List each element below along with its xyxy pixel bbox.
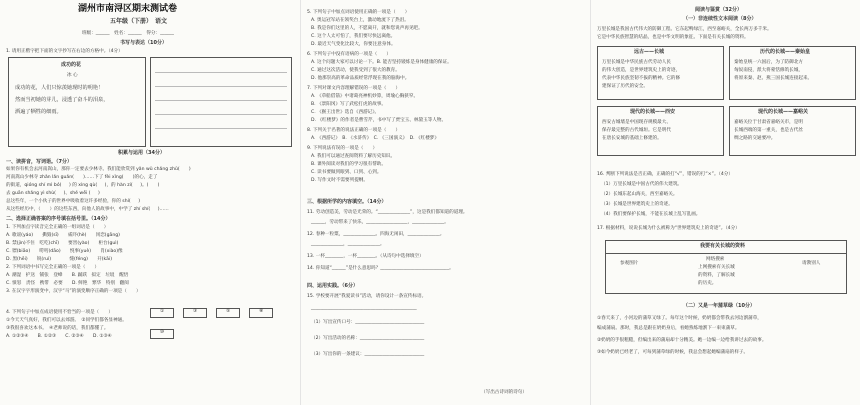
glyph-option: ⑤ (216, 308, 240, 318)
section-reading: 阅读与鉴赏（32分） (695, 7, 742, 13)
material-line: 嘉峪关位于甘肃省嘉峪关市，是明 (734, 120, 803, 125)
writing-answer-lines[interactable] (150, 57, 292, 147)
material-line: 代表中华民族坚韧不拔的精神。它的修 (602, 76, 681, 81)
poem-title: 成功的花 (61, 62, 82, 68)
q2-line: A. 潮湿 护送 铺张 登峰 B. 踊跃 拟定 垃圾 醒悟 (6, 273, 129, 278)
practice-line[interactable]: ______________________________________________ (311, 306, 417, 311)
q6-line: 6. 下列句子中没有语病的一项是（ ） (307, 52, 391, 57)
q16-line: （2）长城东起山海关，西至嘉峪关。 (601, 192, 678, 197)
table-note: 的资料，了解长城 (698, 273, 735, 278)
material-title: 历代的长城——秦始皇 (760, 49, 811, 55)
exam-page-2 (300, 0, 591, 405)
q7-line: D. 《红楼梦》的作者是曹雪芹，书中写了贾宝玉、林黛玉等人物。 (311, 118, 447, 123)
q16-line: （4）我们要保护长城，不能在长城上乱写乱画。 (601, 212, 701, 217)
question-2-heading: 二、选择正确答案的序号填在括号里。（14分） (6, 216, 111, 222)
poem-line: 然而当初她的芽儿，浸透了奋斗的泪泉， (15, 97, 109, 103)
fill-line: 14. 你知道“______”是什么意思吗？______________________________。 (307, 266, 454, 271)
student-info-fields: 班级：______ 姓名：______ 得分：______ (82, 31, 174, 36)
reading-part-1: （一）非连续性文本阅读（8分） (683, 16, 757, 22)
material-line: 秦始皇统一六国后，为了防御北方 (734, 60, 803, 65)
material-title: 现代的长城——嘉峪关 (758, 109, 809, 115)
intro-line: 它是中华民族智慧的结晶，也是中华文明的象征。下面是有关长城的资料。 (597, 35, 749, 40)
passage-line: ②奶奶的手很粗糙，但编出来的蒲扇却十分精美。她一边编一边给我讲过去的故事。 (597, 338, 767, 343)
q2-line: ③我很喜欢这本书。 ④老师说的话，我们都懂了。 (6, 326, 109, 331)
material-box-2 (729, 46, 856, 100)
q16-line: （3）长城是世界建筑史上的奇迹。 (601, 202, 673, 207)
answer-hint: （写出古诗词的诗句） (481, 390, 527, 395)
exam-title: 湖州市南浔区期末测试卷 (78, 4, 178, 14)
q5-line: D. 最近天气变化比较大，你要注意身体。 (311, 42, 396, 47)
q2-line: 1. 下列加点字读音完全正确的一组词语是（ ） (6, 225, 109, 230)
material-box-4 (729, 106, 856, 156)
material-line: 将原来秦、赵、燕三国长城连接起来。 (734, 76, 813, 81)
poem-line: 洒遍了牺牲的细雨。 (15, 109, 62, 115)
practice-line: （3）写出你的一条建议：__________________________ (311, 352, 425, 357)
q9-line: C. 读书要做到眼到、口到、心到。 (311, 170, 382, 175)
material-line: 保存最完整的古代城垣。它是明代 (602, 128, 671, 133)
material-box-1 (597, 46, 724, 100)
q1-line: 的街道，qióng shí mì bó( ) 的 xìng qù( )，的 hàn zi( )。( ) (6, 183, 160, 188)
q9-line: B. 课外阅读对我们的学习很有帮助。 (311, 162, 386, 167)
material-line: 绸之路的交通要冲。 (734, 136, 776, 141)
section-basic: 积累与运用（34分） (118, 150, 165, 156)
q8-line: 8. 下列关于名著的说法正确的一项是（ ） (307, 128, 401, 133)
table-cell: 请教别人 (802, 261, 821, 266)
practice-line: （1）写出宣传口号：______________________________ (311, 320, 425, 325)
q2-line: A. 歌谣(yáo) 撕毁(sī) 威吓(hè) 冈恋(gāng) (6, 233, 120, 238)
q2-line: C. 镖(biāo) 唠叨(dāo) 悦事(yuè) 肖(xiào)像 (6, 249, 123, 254)
table-title: 我要有关长城的资料 (700, 243, 746, 249)
q1-line: 去 guān shǎng yì shù( )、shé wěi ( ) (6, 191, 100, 196)
reading-part-2: （二）又是一年蒲草绿（10分） (683, 303, 755, 309)
section-writing: 书写与表达（10分） (120, 40, 167, 46)
q2-line: C. 愤怒 责怪 携带 必要 D. 鲜艳 繁华 特别 翻阅 (6, 281, 129, 286)
q2-line: A. ①②③④ B. ①②③ C. ②③④ D. ①③④ (6, 334, 112, 339)
q5-line: B. 我是你们这里的人，不愿离开，就和您说声再见吧。 (311, 26, 423, 31)
q9-line: A. 我们可以通过查阅资料了解历史知识。 (311, 154, 396, 159)
q2-line: 2. 下列词语中书写完全正确的一项是（ ） (6, 265, 100, 270)
material-box-3 (597, 106, 724, 156)
table-note: 的历史。 (698, 281, 717, 286)
section-practice: 四、运用实践。（6分） (307, 283, 358, 289)
material-title: 现代的长城——西安 (630, 109, 676, 115)
exam-page-1 (0, 0, 300, 405)
q17-line: 17. 根据材料，说说长城为什么被称为“世界建筑史上的奇迹”。（4分） (597, 226, 740, 231)
material-line: 万里长城是中华民族古代劳动人民 (602, 60, 671, 65)
material-line: 长城西端的第一重关，也是古代丝 (734, 128, 803, 133)
q2-line: D. 黑(hēi) 锐(ruì) 缝(féng) 开(kāi) (6, 257, 113, 262)
material-line: 西安古城墙是中国现存规模最大、 (602, 120, 671, 125)
material-line: 建保证了历代的安全。 (602, 84, 648, 89)
exam-subtitle: 五年级（下册） 语文 (110, 18, 168, 25)
question-1-heading: 一、读拼音，写词语。（7分） (6, 159, 72, 165)
q6-line: C. 通过这次活动，使我受到了很大的教育。 (311, 68, 400, 73)
q2-line: ①今天天气真好，我们可以去郊游。 ②同学们都各显神通。 (6, 318, 127, 323)
poem-line: 成功的花，人们只惊羡她现时的明艳！ (15, 85, 104, 91)
passage-line: ①春天来了，小河边的蒲草又绿了。每年这个时候，奶奶都会带我去河边割蒲草， (597, 316, 762, 321)
q7-line: 7. 下列对课文内容理解错误的一项是（ ） (307, 86, 401, 91)
q2-line: 4. 下列句子中加点成语使用不恰当的一项是（ ） (6, 310, 113, 315)
writing-instruction: 1. 请用正楷字把下面的文字抄写在右边的方格中。（4分） (6, 49, 123, 54)
section-fill: 三、根据所学的内容填空。（14分） (307, 199, 387, 205)
fill-line: ______，劳动带来了快乐，__________________，______________。 (311, 220, 449, 225)
q1-line: 从这些经历中，（ ）的这些东西，向他人的故事中，中学了 zhí shí( )…… (6, 207, 169, 212)
q8-line: A. 《西游记》 B. 《水浒传》 C. 《三国演义》 D. 《红楼梦》 (311, 136, 439, 141)
table-cell: 网络搜索 (706, 257, 725, 262)
exam-page-3 (590, 0, 860, 405)
q2-line: 3. 在汉字字形演变中，汉字“马”的演变顺序正确的一项是（ ） (6, 289, 141, 294)
q5-line: 5. 下列句子中加点词语使用正确的一项是（ ） (307, 10, 410, 15)
q9-line: D. 写作文时不需要列提纲。 (311, 178, 368, 183)
q9-line: 9. 下列说法有误的一项是（ ） (307, 146, 378, 151)
q1-line: 河南嵩山少林寺 zhǎn lǎn guǎn( )……下了 fèi xǐng( )的心，走了 (6, 175, 158, 180)
intro-line: 万里长城是我国古代伟大的防御工程。它东起鸭绿江，西至嘉峪关，全长两万多千米。 (597, 27, 772, 32)
q5-line: C. 这个人太可怕了，我们要尽快远离他。 (311, 34, 396, 39)
fill-line: ______________，______________。 (311, 242, 385, 247)
research-table (605, 240, 847, 294)
fill-line: 11. 劳动创造美，劳动是光荣的。“______________”，这是我们都知道的道理。 (307, 210, 468, 215)
q7-line: B. 《景阳冈》写了武松打虎的故事。 (311, 102, 386, 107)
q16-line: （1）万里长城是中国古代的伟大建筑。 (601, 182, 683, 187)
q6-line: D. 他那崇高的革命品质经常浮现在我的脑海中。 (311, 76, 410, 81)
q7-line: A. 《草船借箭》中诸葛亮神机妙算，周瑜心胸狭窄。 (311, 94, 419, 99)
glyph-options (150, 297, 300, 339)
practice-line: （2）写出活动的名称：____________________________ (311, 336, 425, 341)
material-title: 远古——长城 (634, 49, 665, 55)
table-note: 上网搜索有关长城 (698, 265, 735, 270)
q2-line: B. 禁(jìn)不住 吃吃(chī) 要害(yào) 柜台(guì) (6, 241, 119, 246)
poem-author: 冰 心 (67, 73, 78, 78)
q6-line: A. 这个问题大家可以讨论一下。B. 能否坚持锻炼是身体健康的保证。 (311, 60, 452, 65)
q5-line: A. 奥运冠军站在领奖台上，激动地流下了热泪。 (311, 18, 409, 23)
writing-source-box (8, 57, 146, 147)
practice-line: 15. 学校要开展“我爱读书”活动，请你设计一条宣传标语。 (307, 294, 427, 299)
material-line: 的伟大创造，是世界建筑史上的奇迹， (602, 68, 681, 73)
q1-line: 总这些年，一个小伙子的世界中吸收着这许多经验，你的 shí( ) (6, 199, 140, 204)
q1-line: 如果你有机会去河南嵩山，那你一定要去少林寺。我们能欣赏到 yǎn wǔ chǎng zhǔ( ) (6, 167, 191, 172)
table-cell: 参观图片 (620, 261, 639, 266)
glyph-option: ⑧ (249, 308, 273, 318)
q7-line: C. 《猴王出世》选自《西游记》。 (311, 110, 380, 115)
material-line: 在唐长安城的基础上修建的。 (602, 136, 662, 141)
q16-line: 16. 判断下列说法是否正确，正确的打“√”，错误的打“×”。（4分） (597, 172, 733, 177)
glyph-option: ⑩ (150, 329, 174, 339)
fill-line: 12. 春种一粒粟，______________。四海无闲田，______________。 (307, 232, 445, 237)
material-line: 匈奴南侵，派大将蒙恬修筑长城， (734, 68, 803, 73)
fill-line: 13. 一杯________，一杯________。（从诗句中选择填空） (307, 254, 424, 259)
glyph-option: ③ (183, 308, 207, 318)
passage-line: 编成蒲扇。那时，我总是跟在奶奶身后，看她熟练地割下一束束蒲草。 (597, 326, 740, 331)
passage-line: ③如今奶奶已经老了，可每到蒲草绿的时候，我总会想起她编蒲扇的样子。 (597, 350, 749, 355)
glyph-option: ① (150, 308, 174, 318)
